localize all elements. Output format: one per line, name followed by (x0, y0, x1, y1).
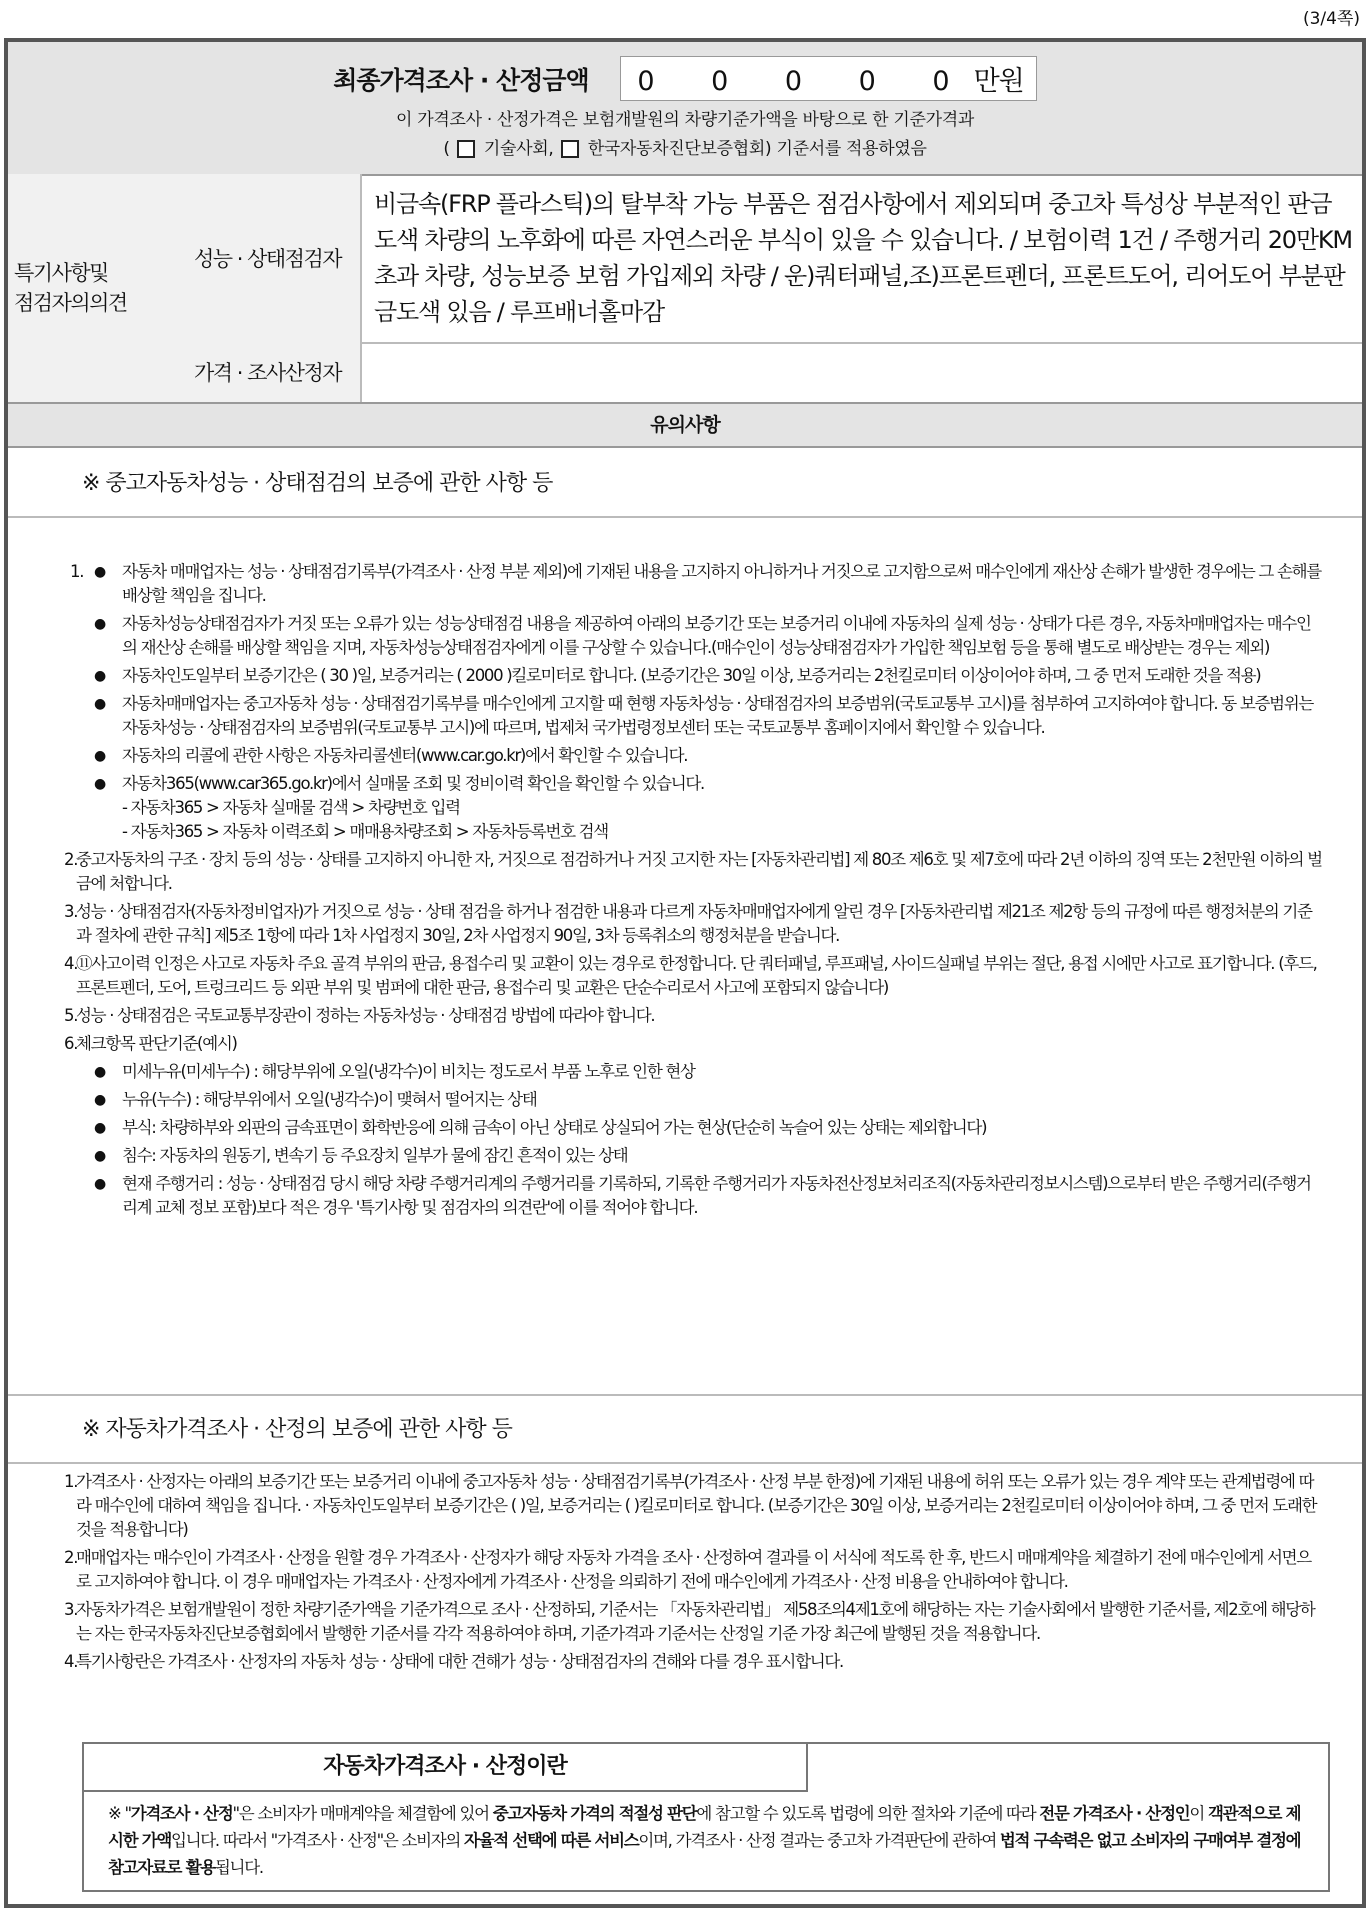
item-text: 중고자동차의 구조 · 장치 등의 성능 · 상태를 고지하지 아니한 자, 거짓으로 점검하거나 거짓 고지한 자는 [자동차관리법] 제 80조 제6호 및 제7호에 따라 2년 이하의 징역 또는 2천만원 이하의 벌금에 처합니다. (76, 850, 1322, 893)
item-text: 침수: 자동차의 원동기, 변속기 등 주요장치 일부가 물에 잠긴 흔적이 있는 상태 (122, 1146, 628, 1165)
definition-bold-segment: 중고자동차 가격의 적절성 판단 (492, 1804, 697, 1823)
item-text: 자동차인도일부터 보증기간은 ( 30 )일, 보증거리는 ( 2000 )킬로미터로 합니다. (보증기간은 30일 이상, 보증거리는 2천킬로미터 이상이어야 하며, 그 중 먼저 도래한 것을 적용) (122, 666, 1261, 685)
list-item (64, 664, 1324, 688)
bullet-icon: ● (94, 1064, 105, 1080)
section2-body (64, 1470, 1324, 1678)
definition-bold-segment: 법적 구속력은 없고 소비자의 구매여부 결정에 참고자료로 활용 (108, 1831, 1301, 1877)
list-item (64, 952, 1324, 1000)
bullet-icon: ● (94, 696, 105, 712)
list-item (64, 560, 1324, 608)
bullet-icon: ● (94, 1148, 105, 1164)
definition-segment: 이며, 가격조사 · 산정 결과는 중고차 가격판단에 관하여 (638, 1831, 1000, 1850)
final-price-section (8, 42, 1362, 176)
section2-divider (8, 1462, 1362, 1464)
inspector-opinion-row (188, 174, 1362, 344)
list-item (64, 1650, 1324, 1674)
list-item (64, 612, 1324, 660)
definition-bold-segment: 객관적으로 제시한 가액 (108, 1804, 1301, 1850)
definition-segment: "은 소비자가 매매계약을 체결함에 있어 (232, 1804, 493, 1823)
list-item (64, 692, 1324, 740)
definition-bold-segment: 자율적 선택에 따른 서비스 (464, 1831, 639, 1850)
item-text: 자동차성능상태점검자가 거짓 또는 오류가 있는 성능상태점검 내용을 제공하여 아래의 보증기간 또는 보증거리 이내에 자동차의 실제 성능 · 상태가 다른 경우, 자동차매매업자는 매수인의 재산상 손해를 배상할 책임을 지며, 자동차성능상태점검자에게 이를 구상할 수 있습니다.(매수인이 성능상태점검자가 가입한 책임보험 등을 통해 별도로 배상받는 경우는 제외) (122, 614, 1311, 657)
list-item (64, 744, 1324, 768)
item-text: 현재 주행거리 : 성능 · 상태점검 당시 해당 차량 주행거리계의 주행거리를 기록하되, 기록한 주행거리가 자동차전산정보처리조직(자동차관리정보시스템)으로부터 받은 주행거리(주행거리계 교체 정보 포함)보다 적은 경우 '특기사항 및 점검자의 의견란'에 이를 적어야 합니다. (122, 1174, 1311, 1217)
inspection-form-page (4, 38, 1366, 1908)
page-number: (3/4쪽) (1302, 9, 1360, 29)
list-item (64, 1060, 1324, 1084)
list-item (64, 1598, 1324, 1646)
definition-segment: 에 참고할 수 있도록 법령에 의한 절차와 기준에 따라 (696, 1804, 1040, 1823)
final-amount-field (620, 56, 1036, 101)
item-number: 2. (64, 850, 78, 869)
list-item (64, 772, 1324, 844)
item-number: 1. (64, 1472, 78, 1491)
inspector-label: 성능 · 상태점검자 (188, 174, 362, 342)
final-amount-unit: 만원 (973, 66, 1024, 97)
item-text: 누유(누수) : 해당부위에서 오일(냉각수)이 맺혀서 떨어지는 상태 (122, 1090, 537, 1109)
definition-segment: 됩니다. (214, 1858, 263, 1877)
bullet-icon: ● (94, 776, 105, 792)
item-text: 성능 · 상태점검은 국토교통부장관이 정하는 자동차성능 · 상태점검 방법에 따라야 합니다. (76, 1006, 655, 1025)
price-assessor-row (188, 342, 1362, 402)
item-text: 자동차365(www.car365.go.kr)에서 실매물 조회 및 정비이력 확인을 확인할 수 있습니다. (122, 774, 704, 793)
list-item (64, 1546, 1324, 1594)
item-text: 체크항목 판단기준(예시) (76, 1034, 237, 1053)
price-assessor-label: 가격 · 조사산정자 (188, 342, 362, 402)
final-amount-value: 0 0 0 0 0 (637, 66, 974, 97)
bullet-icon: ● (94, 1092, 105, 1108)
item-text: - 자동차365 > 자동차 이력조회 > 매매용차량조회 > 자동차등록번호 검색 (122, 822, 608, 841)
definition-segment: 이 (1189, 1804, 1208, 1823)
item-number: 4. (64, 1652, 78, 1671)
final-note-line1: 이 가격조사 · 산정가격은 보험개발원의 차량기준가액을 바탕으로 한 기준가격과 (396, 110, 974, 130)
definition-segment: 입니다. 따라서 "가격조사 · 산정"은 소비자의 (171, 1831, 465, 1850)
bullet-icon: ● (94, 748, 105, 764)
final-price-title: 최종가격조사 · 산정금액 (333, 65, 589, 95)
item-text: 자동차가격은 보험개발원이 정한 차량기준가액을 기준가격으로 조사 · 산정하되, 기준서는 「자동차관리법」 제58조의4제1호에 해당하는 자는 기술사회에서 발행한 기준서를, 제2호에 해당하는 자는 한국자동차진단보증협회에서 발행한 기준서를 각각 적용하여야 하며, 기준가격과 기준서는 산정일 기준 가장 최근에 발행된 것을 적용합니다. (76, 1600, 1315, 1643)
bullet-icon: ● (94, 564, 105, 580)
notice-title: 유의사항 (8, 404, 1362, 448)
list-item (64, 848, 1324, 896)
definition-title: 자동차가격조사 · 산정이란 (84, 1744, 808, 1792)
bullet-icon: ● (94, 1176, 105, 1192)
list-item (64, 1172, 1324, 1220)
opinion-header-line2: 점검자의의견 (14, 291, 127, 315)
opinion-table (8, 174, 1362, 404)
section1-divider (8, 516, 1362, 518)
final-note-line2 (8, 134, 1362, 159)
list-item (64, 1116, 1324, 1140)
item-text: 미세누유(미세누수) : 해당부위에 오일(냉각수)이 비치는 정도로서 부품 노후로 인한 현상 (122, 1062, 695, 1081)
item-text: - 자동차365 > 자동차 실매물 검색 > 차량번호 입력 (122, 798, 460, 817)
list-item (64, 1004, 1324, 1028)
item-number: 3. (64, 1600, 78, 1619)
list-item (64, 1144, 1324, 1168)
item-text: ⑪사고이력 인정은 사고로 자동차 주요 골격 부위의 판금, 용접수리 및 교환이 있는 경우로 한정합니다. 단 쿼터패널, 루프패널, 사이드실패널 부위는 절단, 용접 시에만 사고로 표기합니다. (후드, 프론트펜더, 도어, 트렁크리드 등 외판 부위 및 범퍼에 대한 판금, 용접수리 및 교환은 단순수리로서 사고에 포함되지 않습니다) (76, 954, 1317, 997)
item-text: 자동차 매매업자는 성능 · 상태점검기록부(가격조사 · 산정 부분 제외)에 기재된 내용을 고지하지 아니하거나 거짓으로 고지함으로써 매수인에게 재산상 손해가 발생한 경우에는 그 손해를 배상할 책임을 집니다. (122, 562, 1321, 605)
item-number: 2. (64, 1548, 78, 1567)
definition-box (82, 1742, 1330, 1892)
item-number: 1. (70, 562, 84, 581)
item-text: 부식: 차량하부와 외판의 금속표면이 화학반응에 의해 금속이 아닌 상태로 상실되어 가는 현상(단순히 녹슬어 있는 상태는 제외합니다) (122, 1118, 987, 1137)
section1-title: ※ 중고자동차성능 · 상태점검의 보증에 관한 사항 등 (82, 471, 553, 496)
item-text: 가격조사 · 산정자는 아래의 보증기간 또는 보증거리 이내에 중고자동차 성능 · 상태점검기록부(가격조사 · 산정 부분 한정)에 기재된 내용에 허위 또는 오류가 있는 경우 계약 또는 관계법령에 따라 매수인에 대하여 책임을 집니다. · 자동차인도일부터 보증기간은 ( )일, 보증거리는 ( )킬로미터로 합니다. (보증기간은 30일 이상, 보증거리는 2천킬로미터 이상이어야 하며, 그 중 먼저 도래한 것을 적용합니다) (76, 1472, 1317, 1539)
item-number: 5. (64, 1006, 78, 1025)
definition-segment: ※ " (108, 1804, 131, 1823)
diagnosis-association-label: 한국자동차진단보증협회) 기준서를 적용하였음 (587, 139, 927, 159)
bullet-icon: ● (94, 668, 105, 684)
item-text: 성능 · 상태점검자(자동차정비업자)가 거짓으로 성능 · 상태 점검을 하거나 점검한 내용과 다르게 자동차매매업자에게 알린 경우 [자동차관리법 제21조 제2항 등의 규정에 따른 행정처분의 기준과 절차에 관한 규칙] 제5조 1항에 따라 1차 사업정지 30일, 2차 사업정지 90일, 3차 등록취소의 행정처분을 받습니다. (76, 902, 1312, 945)
final-note-open: ( (443, 139, 450, 159)
definition-bold-segment: 전문 가격조사 · 산정인 (1039, 1804, 1190, 1823)
inspector-opinion-text: 비금속(FRP 플라스틱)의 탈부착 가능 부품은 점검사항에서 제외되며 중고차 특성상 부분적인 판금 도색 차량의 노후화에 따른 자연스러운 부식이 있을 수 있습니다. / 보험이력 1건 / 주행거리 20만KM 초과 차량, 성능보증 보험 가입제외 차량 / 운)쿼터패널,조)프론트펜더, 프론트도어, 리어도어 부분판금도색 있음 / 루프배너홀마감 (374, 190, 1352, 326)
engineers-association-checkbox[interactable] (457, 140, 475, 158)
definition-text (108, 1800, 1304, 1881)
engineers-association-label: 기술사회, (483, 139, 554, 159)
section2-title: ※ 자동차가격조사 · 산정의 보증에 관한 사항 등 (82, 1417, 512, 1442)
item-text: 특기사항란은 가격조사 · 산정자의 자동차 성능 · 상태에 대한 견해가 성능 · 상태점검자의 견해와 다를 경우 표시합니다. (76, 1652, 843, 1671)
list-item (64, 1088, 1324, 1112)
section1-body (64, 560, 1324, 1224)
definition-bold-segment: 가격조사 · 산정 (130, 1804, 233, 1823)
item-text: 매매업자는 매수인이 가격조사 · 산정을 원할 경우 가격조사 · 산정자가 해당 자동차 가격을 조사 · 산정하여 결과를 이 서식에 적도록 한 후, 반드시 매매계약을 체결하기 전에 매수인에게 서면으로 고지하여야 합니다. 이 경우 매매업자는 가격조사 · 산정자에게 가격조사 · 산정을 의뢰하기 전에 매수인에게 가격조사 · 산정 비용을 안내하여야 합니다. (76, 1548, 1311, 1591)
item-text: 자동차매매업자는 중고자동차 성능 · 상태점검기록부를 매수인에게 고지할 때 현행 자동차성능 · 상태점검자의 보증범위(국토교통부 고시)를 첨부하여 고지하여야 합니다. 동 보증범위는 자동차성능 · 상태점검자의 보증범위(국토교통부 고시)에 따르며, 법제처 국가법령정보센터 또는 국토교통부 홈페이지에서 확인할 수 있습니다. (122, 694, 1314, 737)
opinion-row-header (8, 174, 190, 402)
list-item (64, 1032, 1324, 1056)
bullet-icon: ● (94, 616, 105, 632)
bullet-icon: ● (94, 1120, 105, 1136)
item-number: 4. (64, 954, 78, 973)
section2-top-divider (8, 1394, 1362, 1396)
item-number: 6. (64, 1034, 78, 1053)
opinion-header-line1: 특기사항및 (14, 261, 108, 285)
list-item (64, 900, 1324, 948)
list-item (64, 1470, 1324, 1542)
item-text: 자동차의 리콜에 관한 사항은 자동차리콜센터(www.car.go.kr)에서 확인할 수 있습니다. (122, 746, 688, 765)
item-number: 3. (64, 902, 78, 921)
diagnosis-association-checkbox[interactable] (561, 140, 579, 158)
